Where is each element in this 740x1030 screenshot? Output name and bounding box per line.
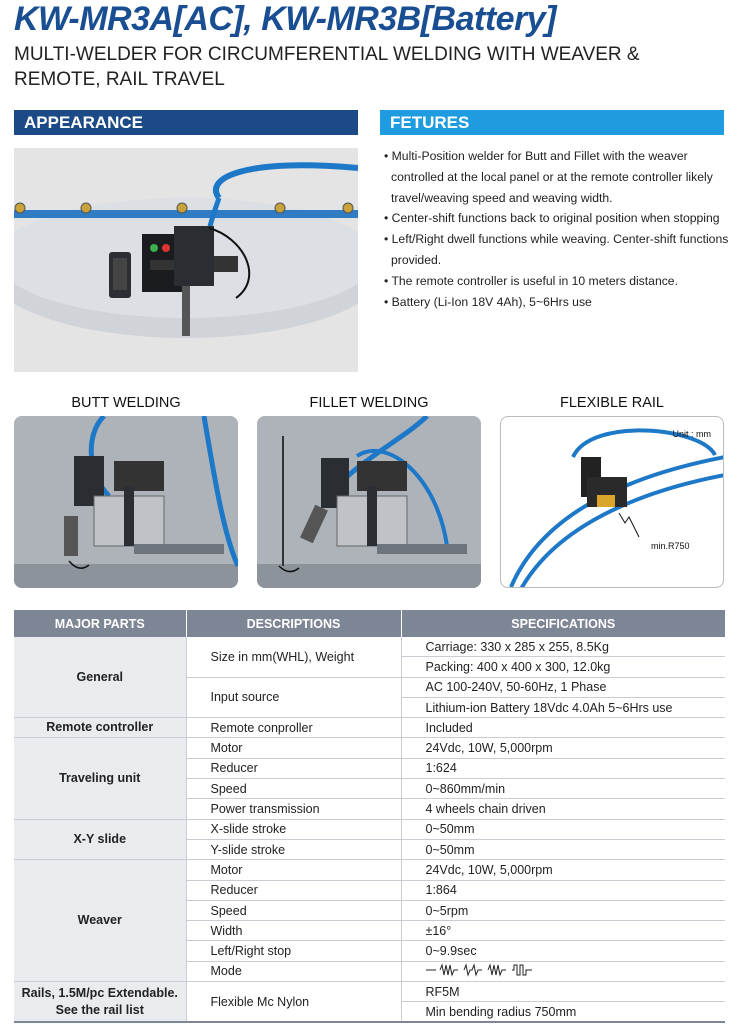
spec-w-motor: 24Vdc, 10W, 5,000rpm bbox=[401, 860, 725, 880]
desc-w-stop: Left/Right stop bbox=[186, 941, 401, 961]
specifications-table bbox=[14, 610, 725, 1023]
butt-welding-caption: BUTT WELDING bbox=[71, 395, 181, 411]
desc-t-speed: Speed bbox=[186, 779, 401, 799]
spec-t-power: 4 wheels chain driven bbox=[401, 799, 725, 819]
part-traveling: Traveling unit bbox=[14, 738, 186, 819]
header-specifications: SPECIFICATIONS bbox=[401, 610, 725, 637]
feature-item: • The remote controller is useful in 10 meters distance. bbox=[380, 271, 730, 292]
spec-t-speed: 0~860mm/min bbox=[401, 779, 725, 799]
table-row bbox=[14, 718, 725, 738]
desc-w-width: Width bbox=[186, 921, 401, 941]
page-title: KW-MR3A[AC], KW-MR3B[Battery] bbox=[14, 0, 557, 38]
desc-t-reducer: Reducer bbox=[186, 758, 401, 778]
spec-w-width: ±16° bbox=[401, 921, 725, 941]
desc-w-mode: Mode bbox=[186, 961, 401, 981]
desc-input: Input source bbox=[186, 677, 401, 718]
table-bottom-rule bbox=[14, 1021, 725, 1023]
spec-packing: Packing: 400 x 400 x 300, 12.0kg bbox=[401, 657, 725, 677]
page-subtitle: MULTI-WELDER FOR CIRCUMFERENTIAL WELDING WITH WEAVER & REMOTE, RAIL TRAVEL bbox=[14, 44, 640, 90]
fillet-welding-caption: FILLET WELDING bbox=[309, 395, 429, 411]
rail-unit-label: Unit : mm bbox=[672, 429, 711, 439]
part-remote: Remote controller bbox=[14, 718, 186, 738]
spec-carriage: Carriage: 330 x 285 x 255, 8.5Kg bbox=[401, 637, 725, 657]
spec-w-speed: 0~5rpm bbox=[401, 900, 725, 920]
table-row bbox=[14, 982, 725, 1002]
appearance-heading: APPEARANCE bbox=[14, 110, 358, 135]
spec-y-stroke: 0~50mm bbox=[401, 839, 725, 859]
spec-input-battery: Lithium-ion Battery 18Vdc 4.0Ah 5~6Hrs use bbox=[401, 697, 725, 717]
desc-remote: Remote conproller bbox=[186, 718, 401, 738]
spec-w-mode bbox=[401, 961, 725, 981]
feature-item: • Center-shift functions back to original position when stopping bbox=[380, 208, 730, 229]
spec-remote: Included bbox=[401, 718, 725, 738]
desc-w-reducer: Reducer bbox=[186, 880, 401, 900]
spec-t-motor: 24Vdc, 10W, 5,000rpm bbox=[401, 738, 725, 758]
table-row bbox=[14, 860, 725, 880]
spec-rails-model: RF5M bbox=[401, 982, 725, 1002]
desc-t-motor: Motor bbox=[186, 738, 401, 758]
flexible-rail-caption: FLEXIBLE RAIL bbox=[560, 395, 664, 411]
desc-size: Size in mm(WHL), Weight bbox=[186, 637, 401, 677]
features-list bbox=[380, 146, 730, 312]
spec-rails-radius: Min bending radius 750mm bbox=[401, 1002, 725, 1022]
feature-item: • Left/Right dwell functions while weaving. Center-shift functions provided. bbox=[380, 229, 730, 271]
table-row bbox=[14, 738, 725, 758]
flexible-rail-photo bbox=[500, 416, 724, 588]
features-heading: FETURES bbox=[380, 110, 724, 135]
desc-rails: Flexible Mc Nylon bbox=[186, 982, 401, 1023]
butt-welding-photo bbox=[14, 416, 238, 588]
part-general: General bbox=[14, 637, 186, 718]
spec-t-reducer: 1:624 bbox=[401, 758, 725, 778]
part-rails: Rails, 1.5M/pc Extendable. See the rail list bbox=[14, 982, 186, 1023]
fillet-welding-photo bbox=[257, 416, 481, 588]
header-descriptions: DESCRIPTIONS bbox=[186, 610, 401, 637]
rail-radius-label: min.R750 bbox=[651, 541, 690, 551]
weave-mode-icon bbox=[426, 963, 536, 977]
spec-w-reducer: 1:864 bbox=[401, 880, 725, 900]
spec-x-stroke: 0~50mm bbox=[401, 819, 725, 839]
desc-t-power: Power transmission bbox=[186, 799, 401, 819]
appearance-photo bbox=[14, 148, 358, 372]
desc-x-stroke: X-slide stroke bbox=[186, 819, 401, 839]
desc-w-speed: Speed bbox=[186, 900, 401, 920]
part-xy: X-Y slide bbox=[14, 819, 186, 860]
spec-input-ac: AC 100-240V, 50-60Hz, 1 Phase bbox=[401, 677, 725, 697]
desc-w-motor: Motor bbox=[186, 860, 401, 880]
header-major-parts: MAJOR PARTS bbox=[14, 610, 186, 637]
desc-y-stroke: Y-slide stroke bbox=[186, 839, 401, 859]
spec-w-stop: 0~9.9sec bbox=[401, 941, 725, 961]
part-weaver: Weaver bbox=[14, 860, 186, 982]
table-row bbox=[14, 637, 725, 657]
feature-item: • Battery (Li-Ion 18V 4Ah), 5~6Hrs use bbox=[380, 292, 730, 313]
table-row bbox=[14, 819, 725, 839]
feature-item: • Multi-Position welder for Butt and Fillet with the weaver controlled at the local panel or at the remote controller likely travel/weaving speed and weaving width. bbox=[380, 146, 730, 208]
